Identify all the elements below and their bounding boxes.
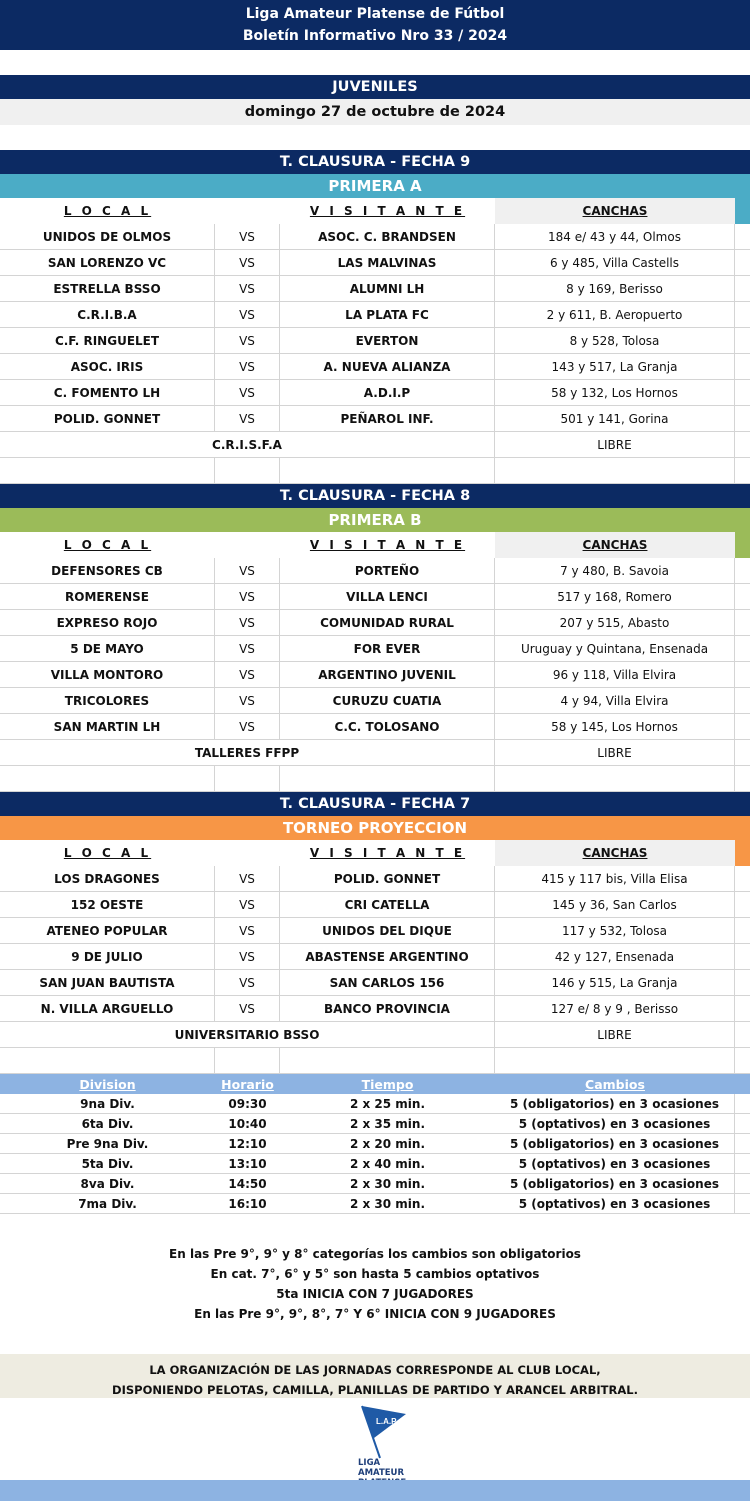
venue: 7 y 480, B. Savoia	[495, 558, 735, 583]
match-row	[0, 918, 750, 944]
visiting-team: EVERTON	[280, 328, 495, 353]
note-line: En las Pre 9°, 9° y 8° categorías los cambios son obligatorios	[169, 1247, 581, 1261]
match-row	[0, 250, 750, 276]
visiting-team: LAS MALVINAS	[280, 250, 495, 275]
vs-label: VS	[215, 558, 280, 583]
match-row	[0, 302, 750, 328]
match-row	[0, 636, 750, 662]
visiting-team: POLID. GONNET	[280, 866, 495, 891]
visiting-team: PORTEÑO	[280, 558, 495, 583]
blank-row	[0, 1048, 750, 1074]
division-title: TORNEO PROYECCION	[0, 816, 750, 840]
local-team: LOS DRAGONES	[0, 866, 215, 891]
visiting-team: UNIDOS DEL DIQUE	[280, 918, 495, 943]
local-team: POLID. GONNET	[0, 406, 215, 431]
vs-label: VS	[215, 918, 280, 943]
fixtures-header	[0, 532, 750, 558]
note-line: En cat. 7°, 6° y 5° son hasta 5 cambios optativos	[210, 1267, 540, 1281]
match-row	[0, 610, 750, 636]
schedule-duration: 2 x 35 min.	[349, 1116, 426, 1131]
schedule-duration: 2 x 20 min.	[349, 1136, 426, 1151]
schedule-division: Pre 9na Div.	[66, 1136, 149, 1151]
match-row	[0, 892, 750, 918]
schedule-changes: 5 (optativos) en 3 ocasiones	[495, 1114, 735, 1133]
match-row	[0, 944, 750, 970]
schedule-row	[0, 1174, 750, 1194]
venue: 96 y 118, Villa Elvira	[495, 662, 735, 687]
visiting-team: C.C. TOLOSANO	[280, 714, 495, 739]
local-team: SAN LORENZO VC	[0, 250, 215, 275]
visiting-team: SAN CARLOS 156	[280, 970, 495, 995]
vs-label: VS	[215, 688, 280, 713]
vs-label: VS	[215, 328, 280, 353]
libre-team: UNIVERSITARIO BSSO	[0, 1022, 495, 1047]
libre-row	[0, 740, 750, 766]
division-title: PRIMERA A	[0, 174, 750, 198]
visiting-team: COMUNIDAD RURAL	[280, 610, 495, 635]
visiting-team: CRI CATELLA	[280, 892, 495, 917]
fecha-title: T. CLAUSURA - FECHA 7	[0, 792, 750, 816]
schedule-duration: 2 x 30 min.	[349, 1196, 426, 1211]
visiting-team: PEÑAROL INF.	[280, 406, 495, 431]
organization-line: DISPONIENDO PELOTAS, CAMILLA, PLANILLAS DE PARTIDO Y ARANCEL ARBITRAL.	[112, 1383, 638, 1397]
col-canchas: CANCHAS	[495, 198, 735, 224]
schedule-table	[0, 1094, 750, 1214]
league-name: Liga Amateur Platense de Fútbol	[245, 6, 505, 22]
bulletin-header	[0, 0, 750, 50]
schedule-division: 5ta Div.	[81, 1156, 134, 1171]
local-team: 152 OESTE	[0, 892, 215, 917]
venue: 501 y 141, Gorina	[495, 406, 735, 431]
schedule-col-cambios: Cambios	[585, 1076, 645, 1092]
schedule-time: 14:50	[228, 1176, 267, 1191]
match-row	[0, 406, 750, 432]
local-team: ASOC. IRIS	[0, 354, 215, 379]
local-team: EXPRESO ROJO	[0, 610, 215, 635]
match-row	[0, 224, 750, 250]
schedule-changes: 5 (obligatorios) en 3 ocasiones	[495, 1134, 735, 1153]
schedule-time: 16:10	[228, 1196, 267, 1211]
visiting-team: ALUMNI LH	[280, 276, 495, 301]
visiting-team: ABASTENSE ARGENTINO	[280, 944, 495, 969]
schedule-col-division: Division	[79, 1076, 136, 1092]
local-team: C.R.I.B.A	[0, 302, 215, 327]
vs-label: VS	[215, 892, 280, 917]
col-local: L O C A L	[63, 204, 152, 218]
match-row	[0, 380, 750, 406]
vs-label: VS	[215, 996, 280, 1021]
venue: 6 y 485, Villa Castells	[495, 250, 735, 275]
schedule-changes: 5 (obligatorios) en 3 ocasiones	[495, 1094, 735, 1113]
libre-row	[0, 432, 750, 458]
vs-label: VS	[215, 276, 280, 301]
fecha-title: T. CLAUSURA - FECHA 8	[0, 484, 750, 508]
spacer	[0, 50, 750, 75]
venue: 184 e/ 43 y 44, Olmos	[495, 224, 735, 249]
local-team: TRICOLORES	[0, 688, 215, 713]
fixtures-header	[0, 198, 750, 224]
schedule-time: 13:10	[228, 1156, 267, 1171]
header-accent	[735, 840, 750, 866]
venue: 517 y 168, Romero	[495, 584, 735, 609]
header-accent	[735, 532, 750, 558]
venue: 8 y 169, Berisso	[495, 276, 735, 301]
libre-label: LIBRE	[495, 1022, 735, 1047]
venue: 143 y 517, La Granja	[495, 354, 735, 379]
header-accent	[735, 198, 750, 224]
vs-label: VS	[215, 584, 280, 609]
visiting-team: ASOC. C. BRANDSEN	[280, 224, 495, 249]
col-local: L O C A L	[63, 846, 152, 860]
venue: 127 e/ 8 y 9 , Berisso	[495, 996, 735, 1021]
venue: 42 y 127, Ensenada	[495, 944, 735, 969]
match-date: domingo 27 de octubre de 2024	[0, 99, 750, 125]
local-team: DEFENSORES CB	[0, 558, 215, 583]
local-team: C. FOMENTO LH	[0, 380, 215, 405]
logo-line: LIGA	[358, 1458, 381, 1468]
col-canchas: CANCHAS	[495, 532, 735, 558]
venue: 8 y 528, Tolosa	[495, 328, 735, 353]
schedule-duration: 2 x 30 min.	[349, 1176, 426, 1191]
vs-label: VS	[215, 224, 280, 249]
match-row	[0, 996, 750, 1022]
bulletin-number: Boletín Informativo Nro 33 / 2024	[242, 28, 508, 44]
visiting-team: CURUZU CUATIA	[280, 688, 495, 713]
fecha-title: T. CLAUSURA - FECHA 9	[0, 150, 750, 174]
local-team: N. VILLA ARGUELLO	[0, 996, 215, 1021]
match-row	[0, 662, 750, 688]
schedule-time: 12:10	[228, 1136, 267, 1151]
schedule-changes: 5 (optativos) en 3 ocasiones	[495, 1194, 735, 1213]
col-canchas: CANCHAS	[495, 840, 735, 866]
footer-bar	[0, 1480, 750, 1501]
local-team: ROMERENSE	[0, 584, 215, 609]
schedule-duration: 2 x 25 min.	[349, 1096, 426, 1111]
spacer	[0, 125, 750, 150]
venue: 2 y 611, B. Aeropuerto	[495, 302, 735, 327]
libre-team: C.R.I.S.F.A	[0, 432, 495, 457]
local-team: SAN MARTIN LH	[0, 714, 215, 739]
col-visitante: V I S I T A N T E	[309, 538, 466, 552]
schedule-time: 10:40	[228, 1116, 267, 1131]
local-team: ESTRELLA BSSO	[0, 276, 215, 301]
venue: 4 y 94, Villa Elvira	[495, 688, 735, 713]
local-team: C.F. RINGUELET	[0, 328, 215, 353]
match-row	[0, 276, 750, 302]
local-team: 9 DE JULIO	[0, 944, 215, 969]
note-line: 5ta INICIA CON 7 JUGADORES	[276, 1287, 474, 1301]
libre-label: LIBRE	[495, 432, 735, 457]
venue: 207 y 515, Abasto	[495, 610, 735, 635]
fixtures	[0, 150, 750, 1074]
vs-label: VS	[215, 714, 280, 739]
visiting-team: ARGENTINO JUVENIL	[280, 662, 495, 687]
vs-label: VS	[215, 380, 280, 405]
schedule-row	[0, 1194, 750, 1214]
category-title: JUVENILES	[0, 75, 750, 99]
local-team: ATENEO POPULAR	[0, 918, 215, 943]
schedule-division: 9na Div.	[80, 1096, 135, 1111]
logo-line: AMATEUR	[358, 1468, 405, 1478]
match-row	[0, 970, 750, 996]
schedule-duration: 2 x 40 min.	[349, 1156, 426, 1171]
visiting-team: VILLA LENCI	[280, 584, 495, 609]
schedule-col-horario: Horario	[221, 1076, 274, 1092]
organization-line: LA ORGANIZACIÓN DE LAS JORNADAS CORRESPONDE AL CLUB LOCAL,	[149, 1363, 601, 1377]
schedule-row	[0, 1154, 750, 1174]
vs-label: VS	[215, 406, 280, 431]
schedule-division: 7ma Div.	[78, 1196, 137, 1211]
schedule-header	[0, 1074, 750, 1094]
vs-label: VS	[215, 970, 280, 995]
schedule-division: 8va Div.	[80, 1176, 135, 1191]
blank-row	[0, 766, 750, 792]
vs-label: VS	[215, 866, 280, 891]
schedule-row	[0, 1094, 750, 1114]
vs-label: VS	[215, 944, 280, 969]
libre-row	[0, 1022, 750, 1048]
match-row	[0, 866, 750, 892]
local-team: UNIDOS DE OLMOS	[0, 224, 215, 249]
blank-row	[0, 458, 750, 484]
vs-label: VS	[215, 302, 280, 327]
match-row	[0, 714, 750, 740]
venue: 415 y 117 bis, Villa Elisa	[495, 866, 735, 891]
vs-label: VS	[215, 354, 280, 379]
venue: 117 y 532, Tolosa	[495, 918, 735, 943]
schedule-changes: 5 (obligatorios) en 3 ocasiones	[495, 1174, 735, 1193]
libre-team: TALLERES FFPP	[0, 740, 495, 765]
visiting-team: LA PLATA FC	[280, 302, 495, 327]
logo-flag-text: L.A.P	[376, 1417, 397, 1426]
local-team: SAN JUAN BAUTISTA	[0, 970, 215, 995]
rules-notes	[0, 1214, 750, 1354]
schedule-col-tiempo: Tiempo	[361, 1076, 414, 1092]
visiting-team: FOR EVER	[280, 636, 495, 661]
note-line: En las Pre 9°, 9°, 8°, 7° Y 6° INICIA CON 9 JUGADORES	[194, 1307, 556, 1321]
venue: 145 y 36, San Carlos	[495, 892, 735, 917]
venue: 58 y 132, Los Hornos	[495, 380, 735, 405]
fixtures-header	[0, 840, 750, 866]
schedule-changes: 5 (optativos) en 3 ocasiones	[495, 1154, 735, 1173]
col-visitante: V I S I T A N T E	[309, 204, 466, 218]
schedule-row	[0, 1134, 750, 1154]
venue: 58 y 145, Los Hornos	[495, 714, 735, 739]
col-local: L O C A L	[63, 538, 152, 552]
organization-note	[0, 1354, 750, 1398]
match-row	[0, 584, 750, 610]
schedule-division: 6ta Div.	[81, 1116, 134, 1131]
schedule-row	[0, 1114, 750, 1134]
vs-label: VS	[215, 250, 280, 275]
venue: 146 y 515, La Granja	[495, 970, 735, 995]
libre-label: LIBRE	[495, 740, 735, 765]
match-row	[0, 558, 750, 584]
visiting-team: BANCO PROVINCIA	[280, 996, 495, 1021]
vs-label: VS	[215, 610, 280, 635]
local-team: 5 DE MAYO	[0, 636, 215, 661]
vs-label: VS	[215, 662, 280, 687]
match-row	[0, 328, 750, 354]
division-title: PRIMERA B	[0, 508, 750, 532]
visiting-team: A.D.I.P	[280, 380, 495, 405]
vs-label: VS	[215, 636, 280, 661]
local-team: VILLA MONTORO	[0, 662, 215, 687]
visiting-team: A. NUEVA ALIANZA	[280, 354, 495, 379]
col-visitante: V I S I T A N T E	[309, 846, 466, 860]
match-row	[0, 688, 750, 714]
venue: Uruguay y Quintana, Ensenada	[495, 636, 735, 661]
match-row	[0, 354, 750, 380]
schedule-time: 09:30	[228, 1096, 267, 1111]
